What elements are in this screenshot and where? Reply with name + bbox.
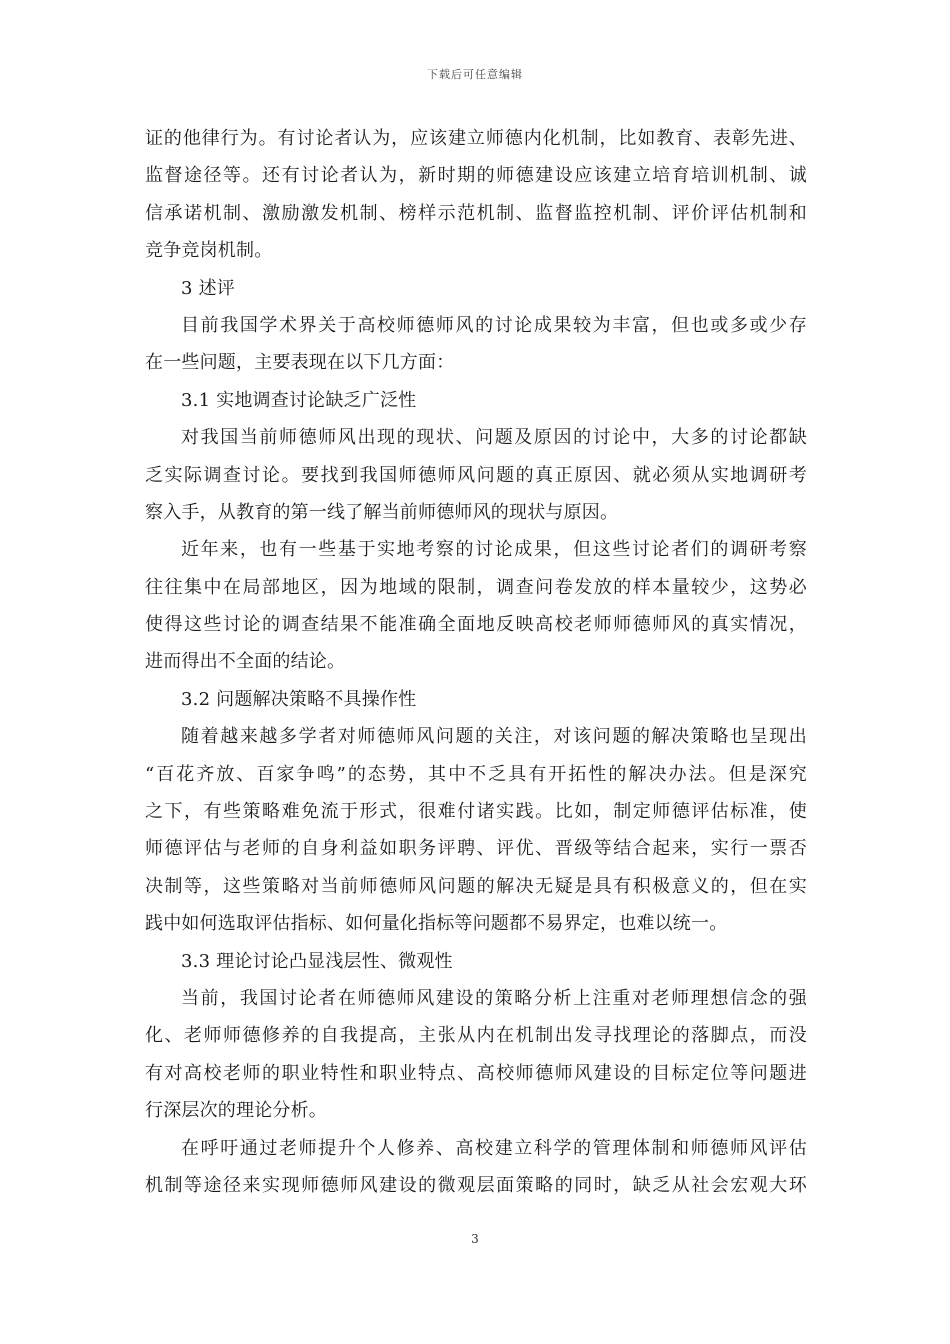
paragraph-first-line: 当前，我国讨论者在师德师风建设的策略分析上注重对老师理想信念的强: [181, 987, 807, 1009]
text-line: 监督途径等。还有讨论者认为，新时期的师德建设应该建立培育培训机制、诚: [145, 165, 807, 187]
paragraph-first-line: 随着越来越多学者对师德师风问题的关注，对该问题的解决策略也呈现出: [181, 726, 807, 748]
paragraph-last-line: 察入手，从教育的第一线了解当前师德师风的现状与原因。: [145, 501, 619, 523]
text-line: 使得这些讨论的调查结果不能准确全面地反映高校老师师德师风的真实情况，: [145, 614, 807, 636]
paragraph-last-line: 在一些问题，主要表现在以下几方面：: [145, 352, 455, 374]
text-line: 师德评估与老师的自身利益如职务评聘、评优、晋级等结合起来，实行一票否: [145, 838, 807, 860]
text-line: 往往集中在局部地区，因为地域的限制，调查问卷发放的样本量较少，这势必: [145, 576, 807, 598]
text-line: 化、老师师德修养的自我提高，主张从内在机制出发寻找理论的落脚点，而没: [145, 1025, 807, 1047]
paragraph-last-line: 竞争竞岗机制。: [145, 240, 273, 262]
section-heading: 3.1 实地调查讨论缺乏广泛性: [181, 389, 417, 411]
page-header: 下载后可任意编辑: [427, 68, 523, 81]
paragraph-first-line: 在呼吁通过老师提升个人修养、高校建立科学的管理体制和师德师风评估: [181, 1137, 807, 1159]
document-body: [145, 120, 807, 1204]
paragraph-last-line: 践中如何选取评估指标、如何量化指标等问题都不易界定，也难以统一。: [145, 913, 728, 935]
section-heading: 3.3 理论讨论凸显浅层性、微观性: [181, 950, 453, 972]
text-line: 信承诺机制、激励激发机制、榜样示范机制、监督监控机制、评价评估机制和: [145, 202, 807, 224]
paragraph-last-line: 进而得出不全面的结论。: [145, 651, 346, 673]
text-line: 证的他律行为。有讨论者认为，应该建立师德内化机制，比如教育、表彰先进、: [145, 128, 807, 149]
text-line: 有对高校老师的职业特性和职业特点、高校师德师风建设的目标定位等问题进: [145, 1062, 807, 1084]
text-line: 乏实际调查讨论。要找到我国师德师风问题的真正原因、就必须从实地调研考: [145, 464, 807, 486]
section-heading: 3.2 问题解决策略不具操作性: [181, 688, 417, 710]
text-line: 之下，有些策略难免流于形式，很难付诸实践。比如，制定师德评估标准，使: [145, 801, 807, 823]
text-line: “百花齐放、百家争鸣”的态势，其中不乏具有开拓性的解决办法。但是深究: [145, 763, 807, 785]
text-line: 机制等途径来实现师德师风建设的微观层面策略的同时，缺乏从社会宏观大环: [145, 1174, 807, 1196]
text-line: 决制等，这些策略对当前师德师风问题的解决无疑是具有积极意义的，但在实: [145, 875, 807, 897]
paragraph-first-line: 目前我国学术界关于高校师德师风的讨论成果较为丰富，但也或多或少存: [181, 314, 807, 336]
page-number: 3: [471, 1232, 479, 1246]
section-heading: 3 述评: [181, 277, 235, 299]
paragraph-first-line: 对我国当前师德师风出现的现状、问题及原因的讨论中，大多的讨论都缺: [181, 427, 807, 449]
paragraph-last-line: 行深层次的理论分析。: [145, 1100, 327, 1122]
paragraph-first-line: 近年来，也有一些基于实地考察的讨论成果，但这些讨论者们的调研考察: [181, 539, 807, 561]
